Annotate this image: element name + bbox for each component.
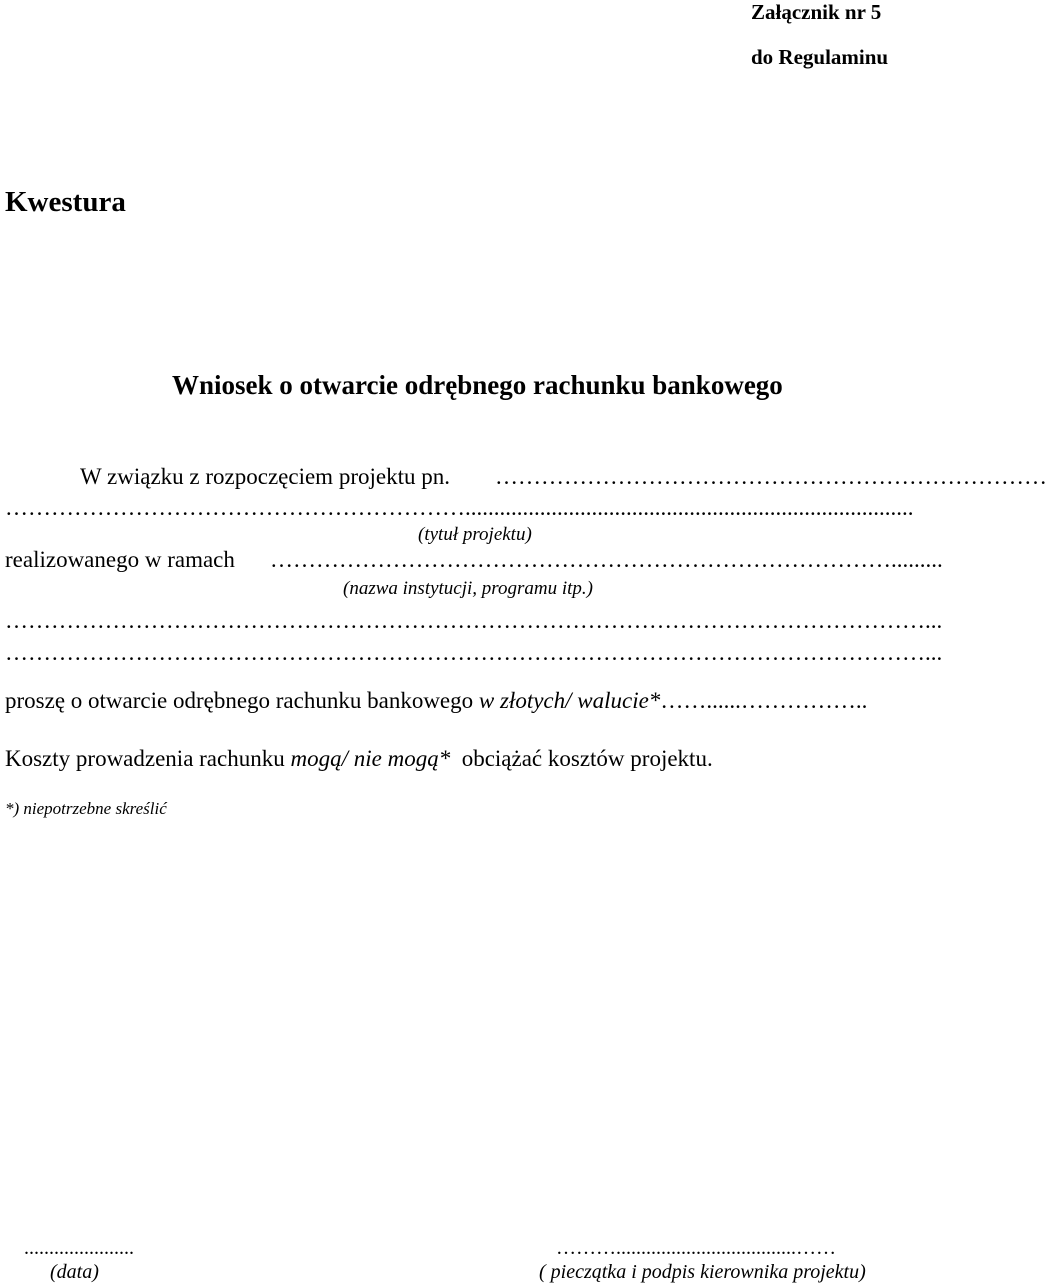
project-title-field[interactable]: ……………………………………………………………… (495, 464, 1047, 489)
organization-name: Kwestura (5, 186, 126, 218)
program-name-field[interactable]: ………………………………………………………………………......... (270, 547, 943, 572)
project-title-field-line2[interactable]: …………………………………………………….............................................................................. (5, 495, 914, 520)
attachment-number: Załącznik nr 5 (751, 0, 882, 24)
extra-field-line1[interactable]: …………………………………………………………………………………………………………... (5, 608, 943, 633)
cost-text: Koszty prowadzenia rachunku (5, 746, 285, 771)
footnote: *) niepotrzebne skreślić (5, 799, 167, 818)
extra-field-line2[interactable]: …………………………………………………………………………………………………………... (5, 640, 943, 665)
intro-text: W związku z rozpoczęciem projektu pn. (80, 464, 450, 489)
program-text: realizowanego w ramach (5, 547, 235, 572)
cost-line (5, 746, 713, 772)
request-line (5, 688, 867, 714)
date-label: (data) (50, 1261, 99, 1283)
signature-label: ( pieczątka i podpis kierownika projektu) (539, 1261, 866, 1283)
document-title: Wniosek o otwarcie odrębnego rachunku bankowego (172, 370, 783, 400)
cost-rest: obciążać kosztów projektu. (461, 746, 713, 771)
currency-field[interactable]: ……......…………….. (660, 688, 868, 713)
cost-option: mogą/ nie mogą* (290, 746, 451, 771)
request-text: proszę o otwarcie odrębnego rachunku bankowego (5, 688, 474, 713)
project-title-caption: (tytuł projektu) (418, 524, 532, 545)
currency-option: w złotych/ walucie* (478, 688, 661, 713)
date-field[interactable]: ...................... (24, 1237, 134, 1259)
signature-field[interactable]: ………....................................…… (556, 1237, 836, 1259)
attachment-regulation: do Regulaminu (751, 45, 889, 69)
program-name-caption: (nazwa instytucji, programu itp.) (343, 578, 593, 599)
